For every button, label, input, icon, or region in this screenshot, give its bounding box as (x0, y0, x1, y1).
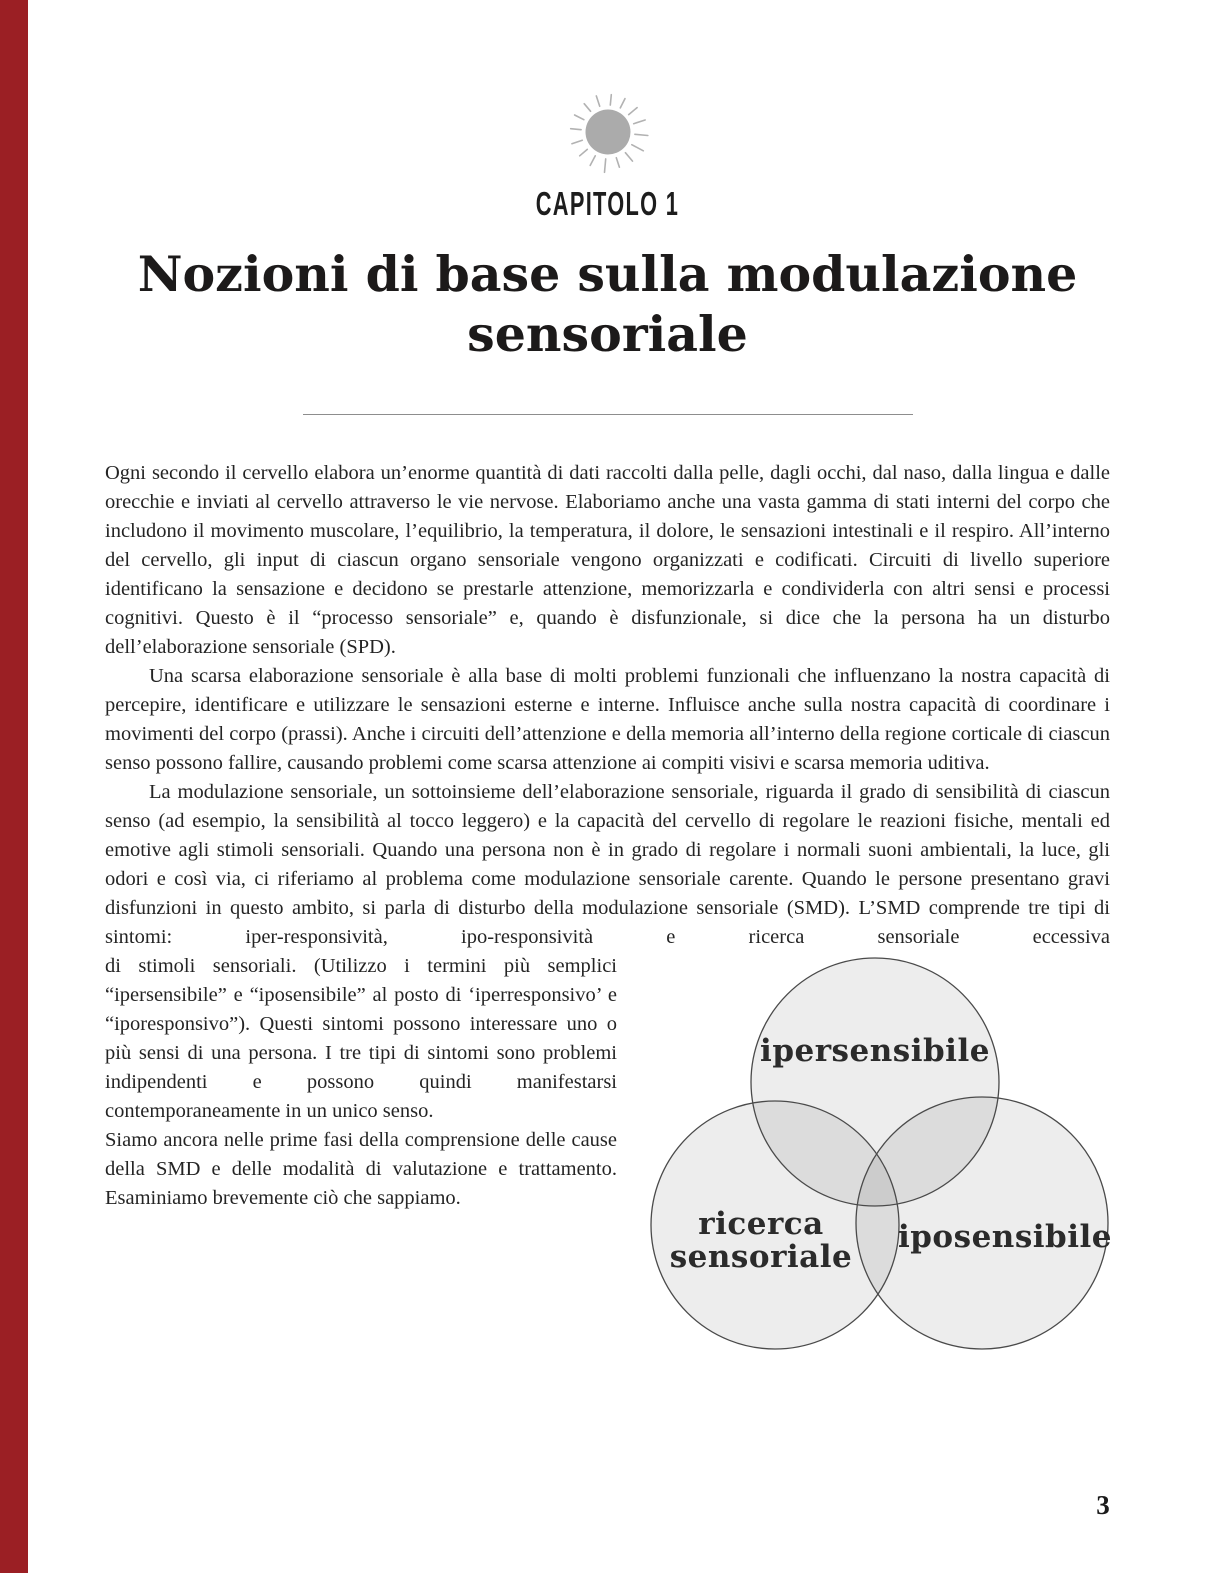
paragraph-2: Una scarsa elaborazione sensoriale è alla base di molti problemi funzionali che influenzano la nostra capacità di percepire, identificare e utilizzare le sensazioni esterne e interne. Influisce anche sulla nostra capacità di coordinare i movimenti del corpo (prassi). Anche i circuiti dell’attenzione e della memoria all’interno della regione corticale di ciascun senso possono fallire, causando problemi come scarsa attenzione ai compiti visivi e scarsa memoria uditiva. (105, 665, 1110, 774)
narrow-text-column (105, 952, 617, 1213)
venn-diagram (650, 954, 1110, 1354)
sun-icon (105, 86, 1110, 178)
text-and-diagram-row (105, 952, 1110, 1354)
venn-label-ricerca: ricerca (698, 1206, 824, 1242)
venn-label-iposensibile: iposensibile (897, 1219, 1110, 1255)
chapter-label: CAPITOLO 1 (535, 185, 680, 222)
page-content (105, 0, 1110, 1354)
body-text (105, 459, 1110, 1354)
paragraph-3-continued: di stimoli sensoriali. (Utilizzo i termini più semplici “ipersensibile” e “iposensibile” al posto di ‘iperresponsivo’ e “iporesponsivo”). Questi sintomi possono interessare uno o più sensi di una persona. I tre tipi di sintomi sono problemi indipendenti e possono quindi manifestarsi contemporaneamente in un unico senso. (105, 955, 617, 1122)
chapter-header (105, 86, 1110, 415)
venn-label-ipersensibile: ipersensibile (760, 1033, 990, 1069)
paragraph-1: Ogni secondo il cervello elabora un’enorme quantità di dati raccolti dalla pelle, dagli occhi, dal naso, dalla lingua e dalle orecchie e inviati al cervello attraverso le vie nervose. Elaboriamo anche una vasta gamma di stati interni del corpo che includono il movimento muscolare, l’equilibrio, la temperatura, il dolore, le sensazioni intestinali e il respiro. All’interno del cervello, gli input di ciascun organo sensoriale vengono organizzati e codificati. Circuiti di livello superiore identificano la sensazione e decidono se prestarle attenzione, memorizzarla e condividerla con altri sensi e processi cognitivi. Questo è il “processo sensoriale” e, quando è disfunzionale, si dice che la persona ha un disturbo dell’elaborazione sensoriale (SPD). (105, 462, 1110, 658)
title-divider (303, 414, 913, 415)
page-title: Nozioni di base sulla modulazione sensoriale (137, 245, 1078, 363)
paragraph-4: Siamo ancora nelle prime fasi della comprensione delle cause della SMD e delle modalità di valutazione e trattamento. Esaminiamo brevemente ciò che sappiamo. (105, 1129, 617, 1209)
left-accent-bar (0, 0, 28, 1573)
paragraph-3-full-width: La modulazione sensoriale, un sottoinsieme dell’elaborazione sensoriale, riguarda il grado di sensibilità di ciascun senso (ad esempio, la sensibilità al tocco leggero) e la capacità del cervello di regolare le reazioni fisiche, mentali ed emotive agli stimoli sensoriali. Quando una persona non è in grado di regolare i normali suoni ambientali, la luce, gli odori e così via, ci riferiamo al problema come modulazione sensoriale carente. Quando le persone presentano gravi disfunzioni in questo ambito, si parla di disturbo della modulazione sensoriale (SMD). L’SMD comprende tre tipi di sintomi: iper-responsività, ipo-responsività e ricerca sensoriale eccessiva (105, 781, 1110, 948)
venn-label-sensoriale: sensoriale (669, 1239, 853, 1275)
page-number: 3 (1096, 1490, 1110, 1520)
